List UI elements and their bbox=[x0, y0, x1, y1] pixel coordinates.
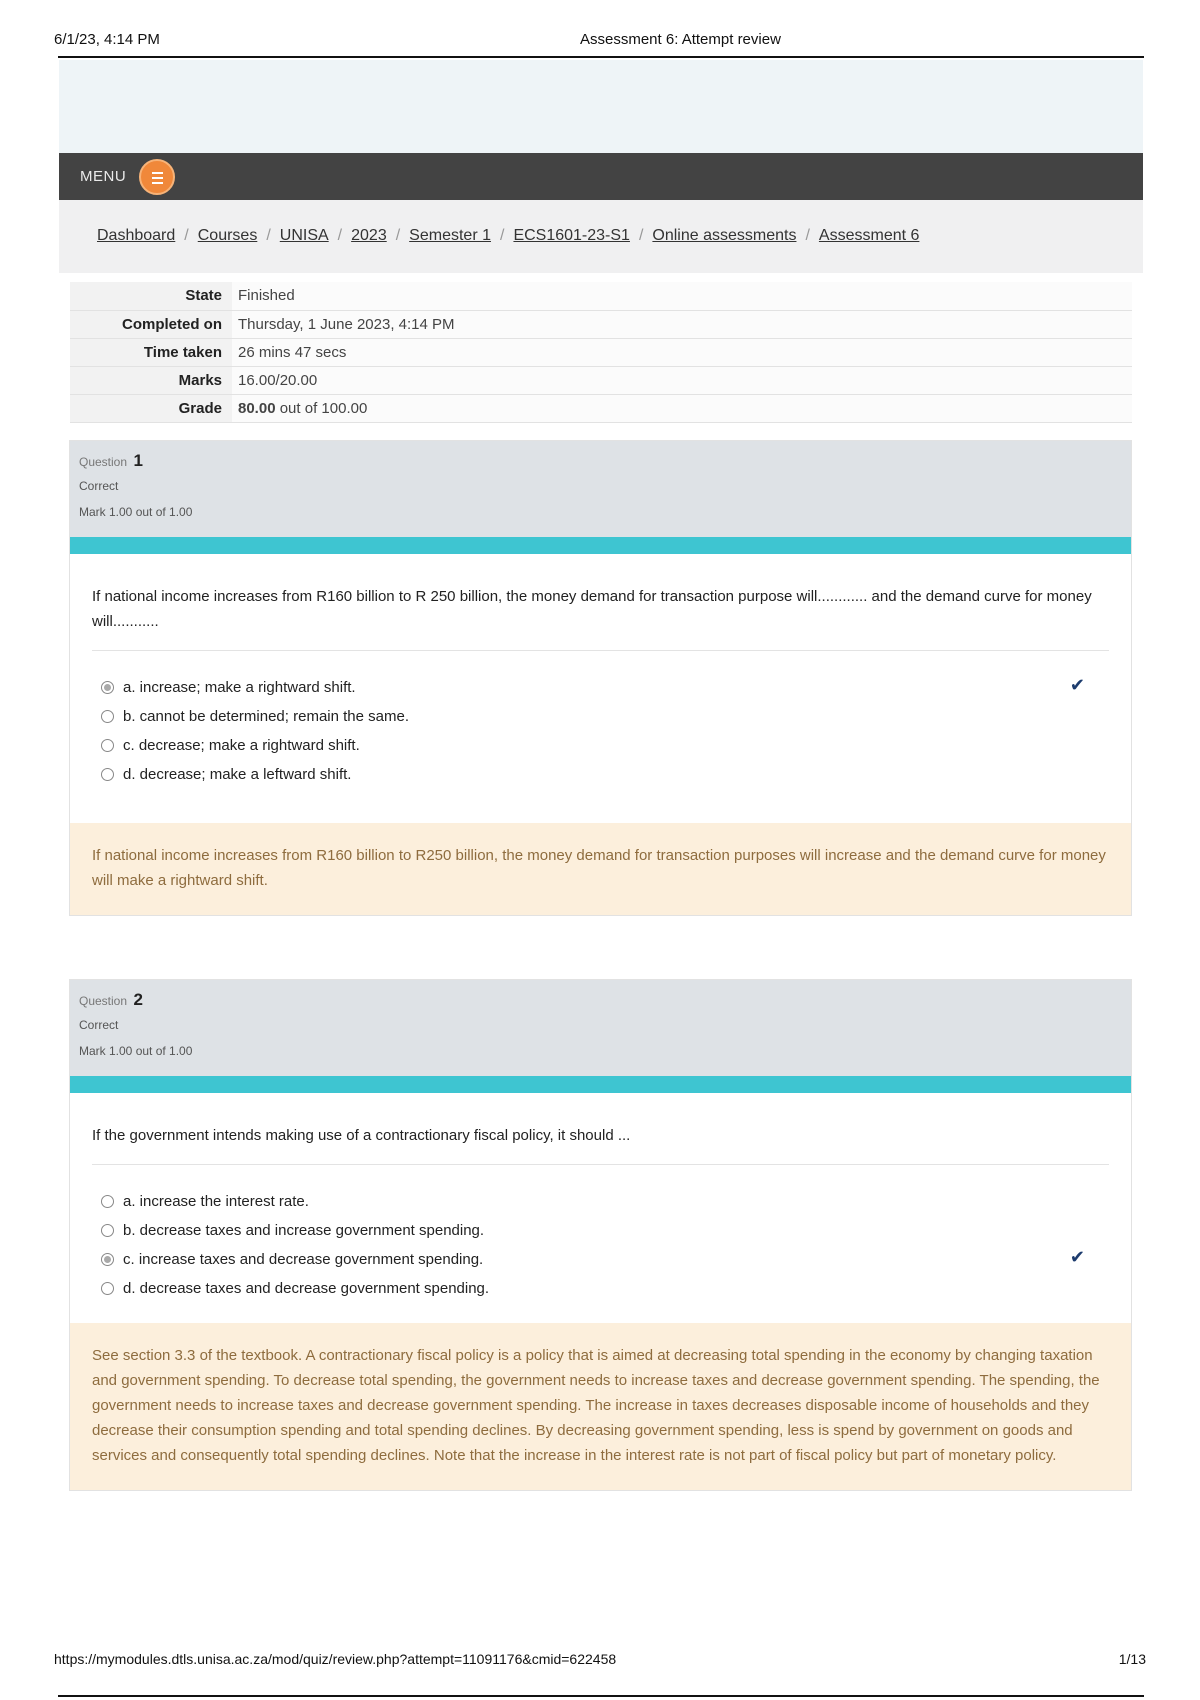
attempt-summary-table bbox=[70, 282, 1132, 423]
summary-row-time-taken bbox=[70, 338, 1132, 366]
summary-label: Completed on bbox=[70, 310, 232, 338]
question-info bbox=[70, 441, 1131, 537]
breadcrumb-separator: / bbox=[499, 227, 505, 244]
question-mark: Mark 1.00 out of 1.00 bbox=[79, 505, 193, 519]
question-1 bbox=[69, 440, 1132, 916]
question-number-value: 1 bbox=[133, 451, 143, 470]
grade-out-of: out of 100.00 bbox=[275, 399, 368, 417]
answer-option-text: a. increase; make a rightward shift. bbox=[123, 679, 356, 696]
breadcrumb-separator: / bbox=[266, 227, 271, 244]
print-page-title: Assessment 6: Attempt review bbox=[580, 31, 781, 48]
question-label: Question bbox=[79, 994, 128, 1008]
answer-option-text: c. decrease; make a rightward shift. bbox=[123, 737, 360, 754]
answer-option[interactable] bbox=[100, 1249, 1109, 1278]
answer-option-text: d. decrease; make a leftward shift. bbox=[123, 766, 352, 783]
summary-value: 16.00/20.00 bbox=[232, 366, 1132, 394]
print-page-number: 1/13 bbox=[1118, 1651, 1146, 1667]
question-info bbox=[70, 980, 1131, 1076]
breadcrumb-separator: / bbox=[337, 227, 343, 244]
summary-row-state bbox=[70, 282, 1132, 310]
radio-unselected[interactable] bbox=[101, 1282, 114, 1295]
radio-unselected[interactable] bbox=[101, 768, 114, 781]
radio-unselected[interactable] bbox=[101, 1195, 114, 1208]
hamburger-icon-line bbox=[152, 177, 163, 179]
answer-option[interactable] bbox=[100, 764, 1109, 793]
radio-unselected[interactable] bbox=[101, 710, 114, 723]
summary-value bbox=[232, 394, 1132, 422]
answer-option-text: c. increase taxes and decrease government spending. bbox=[123, 1251, 484, 1268]
question-body bbox=[70, 1093, 1131, 1323]
site-banner bbox=[59, 60, 1143, 153]
question-text: If the government intends making use of a contractionary fiscal policy, it should ... bbox=[92, 1123, 1109, 1165]
bottom-divider bbox=[58, 1695, 1144, 1697]
question-accent-bar bbox=[70, 1076, 1131, 1093]
breadcrumb-semester-1[interactable]: Semester 1 bbox=[409, 227, 491, 244]
answer-option[interactable] bbox=[100, 735, 1109, 764]
summary-row-completed-on bbox=[70, 310, 1132, 338]
question-state: Correct bbox=[79, 479, 119, 493]
correct-check-icon: ✔ bbox=[1069, 1247, 1085, 1267]
question-number bbox=[79, 451, 1122, 471]
print-footer-url: https://mymodules.dtls.unisa.ac.za/mod/quiz/review.php?attempt=11091176&cmid=622458 bbox=[54, 1651, 617, 1667]
radio-unselected[interactable] bbox=[101, 1224, 114, 1237]
correct-check-icon: ✔ bbox=[1069, 675, 1085, 695]
print-header bbox=[0, 0, 1200, 58]
hamburger-icon-line bbox=[152, 182, 163, 184]
answer-options bbox=[92, 1165, 1109, 1323]
breadcrumb-separator: / bbox=[184, 227, 189, 244]
answer-option[interactable] bbox=[100, 677, 1109, 706]
summary-value: Finished bbox=[232, 282, 1132, 310]
answer-option-text: d. decrease taxes and decrease government spending. bbox=[123, 1280, 490, 1297]
question-label: Question bbox=[79, 455, 128, 469]
answer-option-text: b. decrease taxes and increase government spending. bbox=[123, 1222, 485, 1239]
radio-selected[interactable] bbox=[101, 681, 114, 694]
answer-options bbox=[92, 651, 1109, 823]
menu-bar bbox=[59, 153, 1143, 200]
breadcrumb-separator: / bbox=[638, 227, 644, 244]
radio-unselected[interactable] bbox=[101, 739, 114, 752]
summary-label: Grade bbox=[70, 394, 232, 422]
print-datetime: 6/1/23, 4:14 PM bbox=[54, 31, 160, 48]
summary-row-marks bbox=[70, 366, 1132, 394]
question-state: Correct bbox=[79, 1018, 119, 1032]
menu-label[interactable]: MENU bbox=[80, 168, 127, 185]
breadcrumb-bar bbox=[59, 200, 1143, 273]
breadcrumb-online-assessments[interactable]: Online assessments bbox=[652, 227, 797, 244]
question-feedback: See section 3.3 of the textbook. A contractionary fiscal policy is a policy that is aimed at decreasing total spending in the economy by changing taxation and government spending. To decrease total spending, the government needs to increase taxes and decrease government spending. The spending, the government needs to increase taxes and decrease government spending. The increase in taxes decreases disposable income of households and they decrease their consumption spending and total spending declines. By decreasing government spending, less is spend by government on goods and services and consequently total spending declines. Note that the increase in the interest rate is not part of fiscal policy but part of monetary policy. bbox=[70, 1323, 1131, 1490]
summary-value: 26 mins 47 secs bbox=[232, 338, 1132, 366]
question-body bbox=[70, 554, 1131, 823]
summary-row-grade bbox=[70, 394, 1132, 422]
hamburger-icon bbox=[152, 172, 163, 174]
summary-label: Marks bbox=[70, 366, 232, 394]
answer-option[interactable] bbox=[100, 1220, 1109, 1249]
answer-option[interactable] bbox=[100, 1278, 1109, 1307]
question-accent-bar bbox=[70, 537, 1131, 554]
question-2 bbox=[69, 979, 1132, 1491]
question-number bbox=[79, 990, 1122, 1010]
answer-option-text: b. cannot be determined; remain the same. bbox=[123, 708, 409, 725]
summary-label: State bbox=[70, 282, 232, 310]
breadcrumb-unisa[interactable]: UNISA bbox=[279, 227, 329, 244]
breadcrumb-assessment-6[interactable]: Assessment 6 bbox=[818, 227, 920, 244]
summary-label: Time taken bbox=[70, 338, 232, 366]
question-mark: Mark 1.00 out of 1.00 bbox=[79, 1044, 193, 1058]
breadcrumb-course-code[interactable]: ECS1601-23-S1 bbox=[513, 227, 630, 244]
answer-option[interactable] bbox=[100, 706, 1109, 735]
breadcrumb-separator: / bbox=[395, 227, 401, 244]
hamburger-menu-button[interactable] bbox=[139, 159, 175, 195]
breadcrumb-courses[interactable]: Courses bbox=[197, 227, 258, 244]
question-feedback: If national income increases from R160 billion to R250 billion, the money demand for transaction purposes will increase and the demand curve for money will make a rightward shift. bbox=[70, 823, 1131, 915]
answer-option[interactable] bbox=[100, 1191, 1109, 1220]
radio-selected[interactable] bbox=[101, 1253, 114, 1266]
question-text: If national income increases from R160 billion to R 250 billion, the money demand for transaction purpose will............ and the demand curve for money will........... bbox=[92, 584, 1109, 651]
breadcrumb-dashboard[interactable]: Dashboard bbox=[97, 227, 176, 244]
summary-value: Thursday, 1 June 2023, 4:14 PM bbox=[232, 310, 1132, 338]
answer-option-text: a. increase the interest rate. bbox=[123, 1193, 309, 1210]
top-divider bbox=[58, 56, 1144, 58]
breadcrumb-2023[interactable]: 2023 bbox=[351, 227, 387, 244]
question-number-value: 2 bbox=[133, 990, 143, 1009]
grade-score: 80.00 bbox=[238, 399, 276, 417]
breadcrumb bbox=[97, 227, 919, 245]
breadcrumb-separator: / bbox=[805, 227, 810, 244]
